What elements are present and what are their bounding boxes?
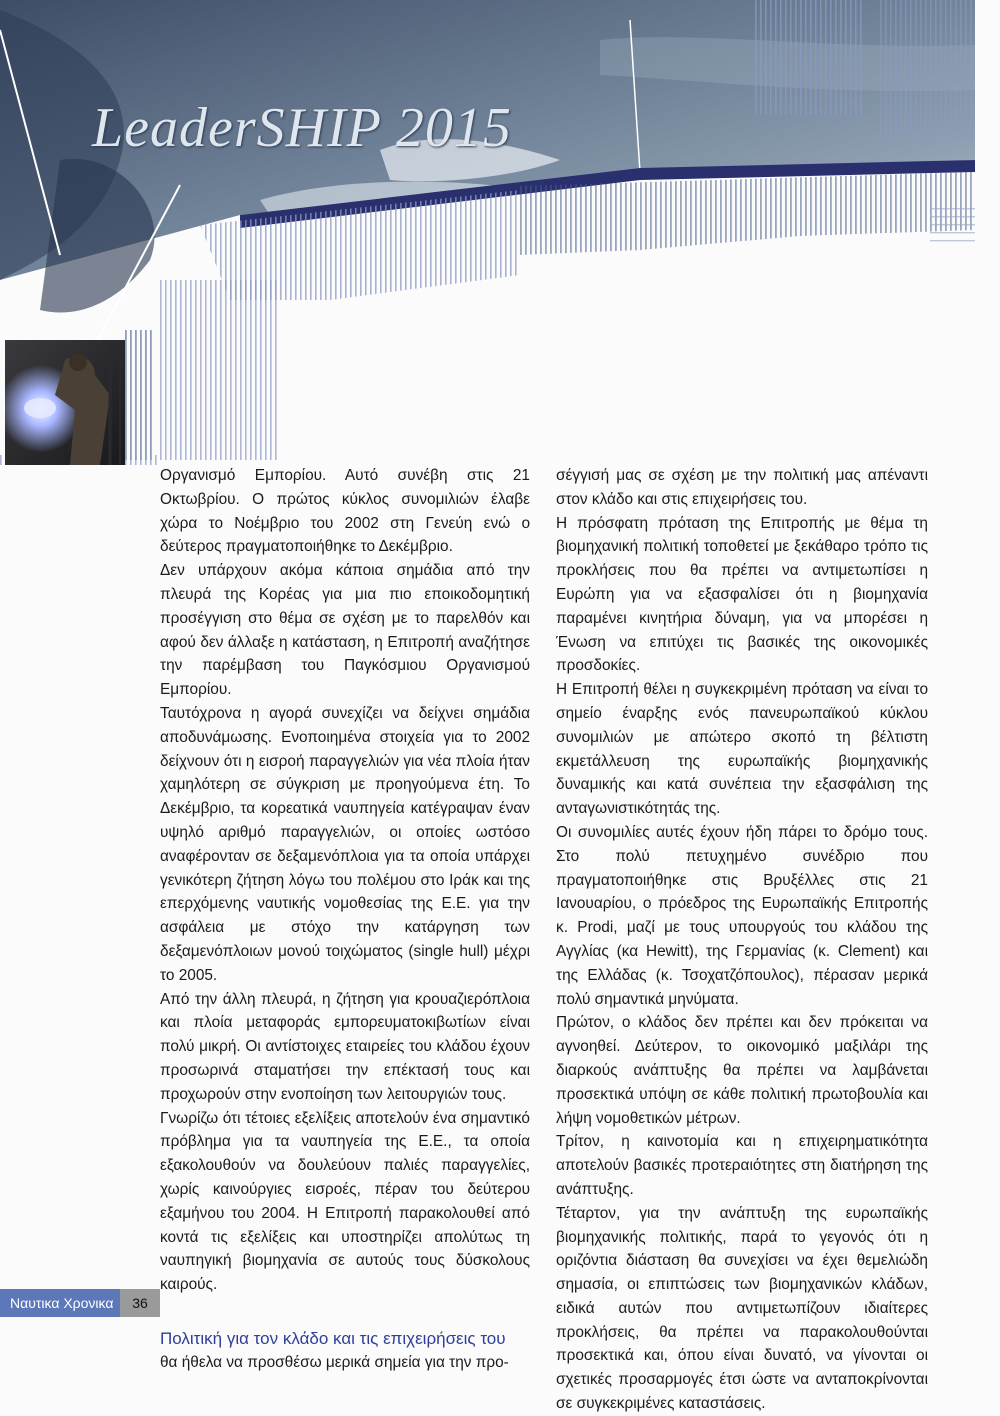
text-column-right (556, 464, 928, 1416)
paragraph: σέγγισή μας σε σχέση με την πολιτική μας απέναντι στον κλάδο και στις επιχειρήσεις του. (556, 467, 928, 508)
paragraph: Οργανισμό Εμπορίου. Αυτό συνέβη στις 21 Οκτωβρίου. Ο πρώτος κύκλος συνομιλιών έλαβε χώρα το Νοέμβριο του 2002 στη Γενεύη ενώ ο δεύτερος πραγματοποιήθηκε το Δεκέμβριο. (160, 467, 530, 556)
section-heading: Πολιτική για τον κλάδο και τις επιχειρήσεις του (160, 1328, 506, 1348)
paragraph: Ταυτόχρονα η αγορά συνεχίζει να δείχνει σημάδια αποδυνάμωσης. Ενοποιημένα στοιχεία για το 2002 δείχνουν ότι η εισροή παραγγελιών για νέα πλοία ήταν χαμηλότερη σε σύγκριση με προηγούμενα έτη. Το Δεκέμβριο, τα κορεατικά ναυπηγεία κατέγραψαν έναν υψηλό αριθμό παραγγελιών, οι οποίες ωστόσο αναφέρονταν σε δεξαμενόπλοια για τα οποία υπάρχει γενικότερη ζήτηση λόγω του πολέμου στο Ιράκ και της επερχόμενης ναυτικής νομοθεσίας της Ε.Ε. για την ασφάλεια με στόχο την κατάργηση των δεξαμενόπλοιων μονού τοιχώματος (single hull) μέχρι το 2005. (160, 704, 530, 984)
paragraph: Η Επιτροπή θέλει η συγκεκριμένη πρόταση να είναι το σημείο έναρξης ενός πανευρωπαϊκού κύκλου συνομιλιών με απώτερο σκοπό τη βέλτιστη εκμετάλλευση της ευρωπαϊκής βιομηχανικής δυναμικής και κατά συνέπεια την εξασφάλιση της ανταγωνιστικότητάς της. (556, 681, 928, 818)
paragraph: θα ήθελα να προσθέσω μερικά σημεία για την προ- (160, 1353, 509, 1371)
paragraph: Οι συνομιλίες αυτές έχουν ήδη πάρει το δρόμο τους. Στο πολύ πετυχημένο συνέδριο που πραγματοποιήθηκε στις Βρυξέλλες στις 21 Ιανουαρίου, ο πρόεδρος της Ευρωπαϊκής Επιτροπής κ. Prodi, μαζί με τους υπουργούς του κλάδου της Αγγλίας (κα Hewitt), της Γερμανίας (κ. Clement) και της Ελλάδας (κ. Τσοχατζόπουλος), πέρασαν μερικά πολύ σημαντικά μηνύματα. (556, 823, 928, 1008)
paragraph: Γνωρίζω ότι τέτοιες εξελίξεις αποτελούν ένα σημαντικό πρόβλημα για τα ναυπηγεία της Ε.Ε., τα οποία εξακολουθούν να δουλεύουν παλιές παραγγελίες, χωρίς καινούργιες εισροές, πέραν του δεύτερου εξαμήνου του 2004. Η Επιτροπή παρακολουθεί από κοντά τις εξελίξεις και υποστηρίζει απολύτως τη ναυπηγική βιομηχανία σε αυτούς τους δύσκολους καιρούς. (160, 1109, 530, 1294)
paragraph: Τέταρτον, για την ανάπτυξη της ευρωπαϊκής βιομηχανικής πολιτικής, παρά το γεγονός ότι η οριζόντια διάσταση θα συνεχίσει να έχει θεμελιώδη σημασία, οι επιπτώσεις των βιομηχανικών κλάδων, ειδικά αυτών που αντιμετωπίζουν ιδιαίτερες προκλήσεις, θα πρέπει να παρακολουθούνται προσεκτικά και, όπου είναι δυνατό, να γίνονται οι σχετικές προσαρμογές έτσι ώστε να ανταποκρίνονται σε συγκεκριμένες καταστάσεις. (556, 1204, 928, 1413)
page-footer (0, 1289, 160, 1317)
paragraph: Η πρόσφατη πρόταση της Επιτροπής με θέμα τη βιομηχανική πολιτική τοποθετεί με ξεκάθαρο τρόπο τις προκλήσεις που θα πρέπει να αντιμετωπίσει η Ευρώπη για να εξασφαλίσει ότι η βιομηχανία παραμένει κινητήρια δύναμη, για να μπορέσει η Ένωση να επιτύχει τις βασικές της οικονομικές προσδοκίες. (556, 514, 928, 675)
article-title: LeaderSHIP 2015 (92, 97, 512, 159)
header-artwork (0, 0, 1000, 470)
page-number: 36 (120, 1289, 160, 1317)
paragraph: Δεν υπάρχουν ακόμα κάποια σημάδια από την πλευρά της Κορέας για μια πιο εποικοδομητική προσέγγιση στο θέμα σε σχέση με το παρελθόν και αφού δεν άλλαξε η κατάσταση, η Επιτροπή αναζήτησε την παρέμβαση του Παγκόσμιου Οργανισμού Εμπορίου. (160, 562, 530, 699)
welder-photo (5, 340, 125, 465)
paragraph: Από την άλλη πλευρά, η ζήτηση για κρουαζιερόπλοια και πλοία μεταφοράς εμπορευματοκιβωτίων είναι πολύ μικρή. Οι αντίστοιχες εταιρείες του κλάδου έχουν προσωρινά σταματήσει την επέκτασή τους και προχωρούν στην ενοποίηση των λειτουργιών τους. (160, 990, 530, 1103)
paragraph: Πρώτον, ο κλάδος δεν πρέπει και δεν πρόκειται να αγνοηθεί. Δεύτερον, το οικονομικό μαξιλάρι της διαρκούς ανάπτυξης θα πρέπει να λαμβάνεται προσεκτικά υπόψη σε κάθε πολιτική πρωτοβουλία και λήψη νομοθετικών μέτρων. (556, 1014, 928, 1127)
text-column-left (160, 464, 530, 1374)
paragraph: Τρίτον, η καινοτομία και η επιχειρηματικότητα αποτελούν βασικές προτεραιότητες στη διατήρηση της ανάπτυξης. (556, 1133, 928, 1198)
magazine-name: Ναυτικα Χρονικα (0, 1289, 120, 1317)
